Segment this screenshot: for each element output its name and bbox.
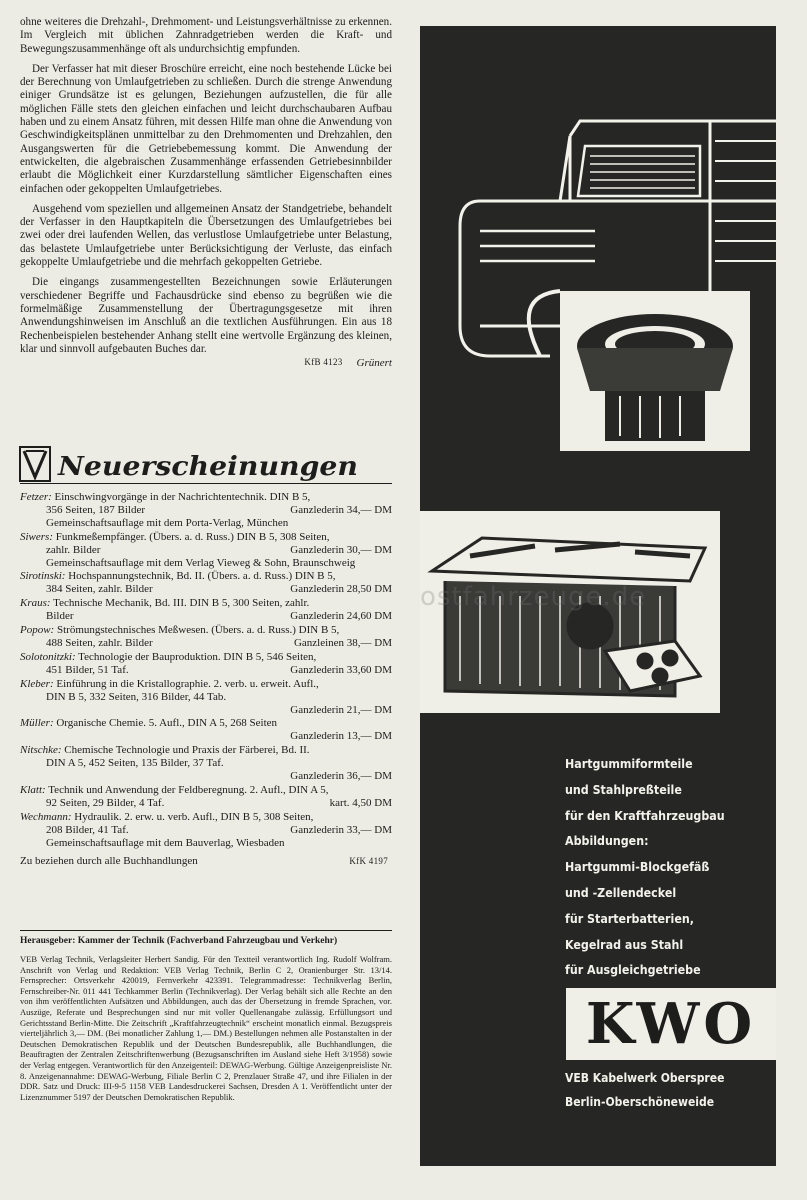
book-list bbox=[20, 491, 392, 868]
imprint-heading: Herausgeber: Kammer der Technik (Fachverband Fahrzeugbau und Verkehr) bbox=[20, 936, 338, 946]
book-description bbox=[20, 651, 316, 664]
company-location: Berlin-Oberschöneweide bbox=[565, 1095, 715, 1109]
book-description: DIN B 5, 332 Seiten, 316 Bilder, 44 Tab. bbox=[46, 690, 227, 703]
review-code: KfB 4123 bbox=[304, 357, 343, 368]
book-price: Ganzlederin 34,— DM bbox=[290, 503, 392, 516]
book-entry bbox=[20, 491, 392, 530]
imprint-text: VEB Verlag Technik, Verlagsleiter Herbert Sandig. Für den Textteil verantwortlich Ing. Rudolf Wolfram. Anschrift von Verlag und Redaktion: VEB Verlag Technik, Berlin C 2, Oranienburger Str. 13/14. Fernsprecher: Ortsverkehr 420019, Fernverkehr 423391. Telegrammadresse: Technikverlag Berlin, Fernschreiber-Nr. 011 441 Techkammer Berlin (Technikverlag). Der Verlag behält sich alle Rechte an den von ihm veröffentlichten Aufsätzen und Abbildungen, auch das der Übersetzung in fremde Sprachen, vor. Auszüge, Referate und Besprechungen sind nur mit voller Quellenangabe zulässig. Erfüllungsort und Gerichtsstand Berlin-Mitte. Die Zeitschrift „Kraftfahrzeugtechnik“ erscheint monatlich einmal. Bezugspreis vierteljährlich 3,— DM. (Bei monatlicher Zahlung 1,— DM.) Bestellungen nehmen alle Postanstalten in der Deutschen Demokratischen Republik und der Deutschen Bundesrepublik, alle Buchhandlungen, die Beauftragten der Zentralen Zeitschriftenwerbung (Bezugsanschriften im Ausland siehe Heft 3/1958) sowie der Verlag entgegen. Verantwortlich für den Anzeigenteil: DEWAG-Werbung. Gültige Anzeigenpreisliste Nr. 8. Anzeigenannahme: DEWAG-Werbung, Filiale Berlin C 2, Prenzlauer Straße 47, und ihre Filialen in der DDR. Satz und Druck: III-9-5 1158 VEB Landesdruckerei Sachsen, Dresden A 1. Veröffentlicht unter der Lizenznummer 5197 der Deutschen Demokratischen Republik. bbox=[20, 954, 392, 1102]
brand-name: KWO bbox=[585, 991, 757, 1057]
divider bbox=[20, 483, 392, 484]
book-price: Ganzlederin 28,50 DM bbox=[290, 583, 392, 596]
book-price: Ganzlederin 13,— DM bbox=[290, 730, 392, 743]
book-title: Organische Chemie. 5. Aufl., DIN A 5, 268 Seiten bbox=[56, 717, 278, 730]
article-paragraph: Der Verfasser hat mit dieser Broschüre erreicht, eine noch bestehende Lücke bei der Berechnung von Umlaufgetrieben zu schließen. Durch die strenge Anwendung einiger Grundsätze ist es gelungen, Beziehungen aufzustellen, die für alle möglichen Fälle stets den gleichen einfachen und leicht durchschaubaren Aufbau haben und zu einem Ansatz führen, mit dessen Hilfe man ohne die Anwendung von Geschwindigkeitsplänen unmittelbar zu den Drehmomenten und Drehzahlen, den Ausgangswerten für die Getriebebemessung kommt. Die Anwendung der entwickelten, die algebraischen Zusammenhänge erfassenden Getriebesinnbilder erlaubt die Möglichkeit einer Kurzdarstellung sämtlicher Eigenschaften eines einfachen oder gekoppelten Umlaufgetriebes. bbox=[20, 62, 392, 195]
ad-copy bbox=[565, 751, 741, 983]
book-description: 488 Seiten, zahlr. Bilder bbox=[46, 636, 153, 649]
book-line bbox=[20, 651, 392, 664]
book-author: Kleber: bbox=[20, 677, 54, 690]
book-author: Popow: bbox=[20, 624, 55, 637]
book-line bbox=[20, 757, 392, 770]
book-description bbox=[20, 570, 336, 583]
book-description: Gemeinschaftsauflage mit dem Verlag Vieweg & Sohn, Braunschweig bbox=[46, 556, 356, 569]
article-review bbox=[20, 16, 392, 369]
watermark: ostfahrzeuge.de bbox=[420, 582, 647, 612]
book-entry bbox=[20, 570, 392, 596]
book-price: kart. 4,50 DM bbox=[329, 796, 392, 809]
section-title: Neuerscheinungen bbox=[56, 452, 359, 482]
book-line bbox=[20, 837, 392, 850]
book-line bbox=[20, 544, 392, 557]
book-line bbox=[20, 610, 392, 623]
book-description bbox=[20, 491, 310, 504]
ad-line: Hartgummi-Blockgefäß bbox=[565, 859, 710, 875]
book-author: Müller: bbox=[20, 717, 54, 730]
ad-line: Hartgummiformteile bbox=[565, 756, 693, 771]
ad-line: für Starterbatterien, bbox=[565, 910, 694, 926]
book-author: Klatt: bbox=[20, 783, 46, 796]
book-line bbox=[20, 717, 392, 730]
book-description: 92 Seiten, 29 Bilder, 4 Taf. bbox=[46, 796, 165, 809]
book-line bbox=[20, 597, 392, 610]
book-line bbox=[20, 678, 392, 691]
book-line bbox=[20, 517, 392, 530]
book-entry bbox=[20, 651, 392, 677]
review-signature bbox=[20, 357, 392, 369]
company-name: VEB Kabelwerk Oberspree bbox=[565, 1071, 725, 1085]
book-title: Funkmeßempfänger. (Übers. a. d. Russ.) DIN B 5, 308 Seiten, bbox=[55, 530, 330, 543]
book-description bbox=[20, 744, 310, 757]
book-description: Gemeinschaftsauflage mit dem Bauverlag, Wiesbaden bbox=[46, 836, 285, 849]
book-line bbox=[20, 664, 392, 677]
book-line bbox=[20, 730, 392, 743]
book-title: Einführung in die Kristallographie. 2. verb. u. erweit. Aufl., bbox=[56, 677, 319, 690]
book-author: Sirotinski: bbox=[20, 570, 66, 583]
book-description: zahlr. Bilder bbox=[46, 543, 101, 556]
book-author: Nitschke: bbox=[20, 744, 62, 757]
books-footer-code: KfK 4197 bbox=[349, 856, 388, 867]
book-description bbox=[20, 730, 46, 743]
book-price: Ganzlederin 30,— DM bbox=[290, 543, 392, 556]
book-line bbox=[20, 583, 392, 596]
book-price: Ganzleinen 38,— DM bbox=[293, 636, 392, 649]
book-entry bbox=[20, 784, 392, 810]
book-description: Gemeinschaftsauflage mit dem Porta-Verlag, München bbox=[46, 516, 289, 529]
book-description: 384 Seiten, zahlr. Bilder bbox=[46, 583, 153, 596]
article-paragraph: Ausgehend vom speziellen und allgemeinen Ansatz der Standgetriebe, behandelt der Verfasser in den Hauptkapiteln die Übersetzungen des Umlaufgetriebes bei zwei oder drei laufenden Wellen, das verlustlose Umlaufgetriebe unter Belastung, das belastete Umlaufgetriebe unter Berücksichtigung der Verluste, das einfach gekoppelte Umlaufgetriebe und die mehrfach gekoppelten Getriebe. bbox=[20, 202, 392, 269]
book-line bbox=[20, 797, 392, 810]
book-title: Chemische Technologie und Praxis der Färberei, Bd. II. bbox=[64, 744, 310, 757]
ad-company bbox=[565, 1066, 754, 1114]
book-description bbox=[20, 624, 339, 637]
book-price: Ganzlederin 24,60 DM bbox=[290, 610, 392, 623]
ad-line: für den Kraftfahrzeugbau bbox=[565, 807, 725, 823]
book-line bbox=[20, 704, 392, 717]
book-line bbox=[20, 770, 392, 783]
book-line bbox=[20, 637, 392, 650]
book-description bbox=[20, 531, 330, 544]
book-line bbox=[20, 504, 392, 517]
book-description bbox=[20, 811, 313, 824]
battery-box-illustration bbox=[432, 538, 705, 696]
books-footer bbox=[20, 855, 392, 868]
new-releases-header bbox=[18, 441, 393, 485]
vt-logo-icon bbox=[18, 441, 393, 485]
book-description: DIN A 5, 452 Seiten, 135 Bilder, 37 Taf. bbox=[46, 757, 224, 770]
book-line bbox=[20, 824, 392, 837]
book-price: Ganzlederin 21,— DM bbox=[290, 703, 392, 716]
book-price: Ganzlederin 33,— DM bbox=[290, 823, 392, 836]
book-description bbox=[20, 770, 46, 783]
book-line bbox=[20, 491, 392, 504]
book-title: Technologie der Bauproduktion. DIN B 5, 546 Seiten, bbox=[78, 650, 317, 663]
ad-line: Abbildungen: bbox=[565, 833, 649, 849]
book-description bbox=[20, 717, 277, 730]
book-line bbox=[20, 624, 392, 637]
book-line bbox=[20, 691, 392, 704]
book-title: Technische Mechanik, Bd. III. DIN B 5, 300 Seiten, zahlr. bbox=[53, 597, 310, 610]
book-author: Fetzer: bbox=[20, 491, 52, 503]
book-entry bbox=[20, 531, 392, 570]
kwo-logo bbox=[566, 988, 776, 1060]
book-author: Wechmann: bbox=[20, 810, 72, 823]
book-price: Ganzlederin 33,60 DM bbox=[290, 663, 392, 676]
book-title: Einschwingvorgänge in der Nachrichtentechnik. DIN B 5, bbox=[54, 491, 311, 503]
book-title: Hydraulik. 2. erw. u. verb. Aufl., DIN B 5, 308 Seiten, bbox=[74, 810, 314, 823]
book-line bbox=[20, 570, 392, 583]
book-line bbox=[20, 557, 392, 570]
book-description bbox=[20, 678, 319, 691]
book-description: 356 Seiten, 187 Bilder bbox=[46, 503, 145, 516]
book-entry bbox=[20, 678, 392, 717]
book-line bbox=[20, 811, 392, 824]
book-author: Solotonitzki: bbox=[20, 650, 76, 663]
book-title: Strömungstechnisches Meßwesen. (Übers. a. d. Russ.) DIN B 5, bbox=[56, 624, 340, 637]
book-entry bbox=[20, 744, 392, 783]
book-entry bbox=[20, 597, 392, 623]
book-description: 451 Bilder, 51 Taf. bbox=[46, 663, 129, 676]
ad-line: Kegelrad aus Stahl bbox=[565, 936, 684, 952]
book-line bbox=[20, 784, 392, 797]
book-line bbox=[20, 531, 392, 544]
book-title: Hochspannungstechnik, Bd. II. (Übers. a. d. Russ.) DIN B 5, bbox=[68, 570, 336, 583]
ad-line: für Ausgleichgetriebe bbox=[565, 962, 701, 978]
book-description: Bilder bbox=[46, 610, 74, 623]
book-price: Ganzlederin 36,— DM bbox=[290, 770, 392, 783]
book-title: Technik und Anwendung der Feldberegnung. 2. Aufl., DIN A 5, bbox=[48, 783, 329, 796]
article-paragraph: ohne weiteres die Drehzahl-, Drehmoment- und Leistungsverhältnisse zu erkennen. Im Vergleich mit üblichen Zahnradgetrieben werden die Kraft- und Bewegungszusammenhänge oft als undurchsichtig empfunden. bbox=[20, 16, 392, 55]
book-author: Siwers: bbox=[20, 530, 53, 543]
article-paragraph: Die eingangs zusammengestellten Bezeichnungen sowie Erläuterungen verschiedener Begriffe und Fachausdrücke sind ebenso zu begrüßen wie die formelmäßige Zusammenstellung der Übertragungsgesetze mit ihren Anwendungshinweisen im Anschluß an die textlichen Ausführungen. Ein aus 18 Rechenbeispielen bestehender Anhang stellt eine wertvolle Ergänzung des kleinen, klar und sinnvoll aufgebauten Buches dar. bbox=[20, 276, 392, 355]
book-description bbox=[20, 597, 309, 610]
book-description: 208 Bilder, 41 Taf. bbox=[46, 823, 129, 836]
book-entry bbox=[20, 717, 392, 743]
book-entry bbox=[20, 811, 392, 850]
book-description bbox=[20, 784, 329, 797]
divider bbox=[20, 930, 392, 931]
book-line bbox=[20, 744, 392, 757]
books-footer-text: Zu beziehen durch alle Buchhandlungen bbox=[20, 855, 198, 868]
book-entry bbox=[20, 624, 392, 650]
ad-line: und Stahlpreßteile bbox=[565, 781, 682, 797]
book-author: Kraus: bbox=[20, 597, 51, 610]
review-author: Grünert bbox=[356, 357, 392, 370]
ad-line: und -Zellendeckel bbox=[565, 884, 677, 900]
book-description bbox=[20, 704, 46, 717]
